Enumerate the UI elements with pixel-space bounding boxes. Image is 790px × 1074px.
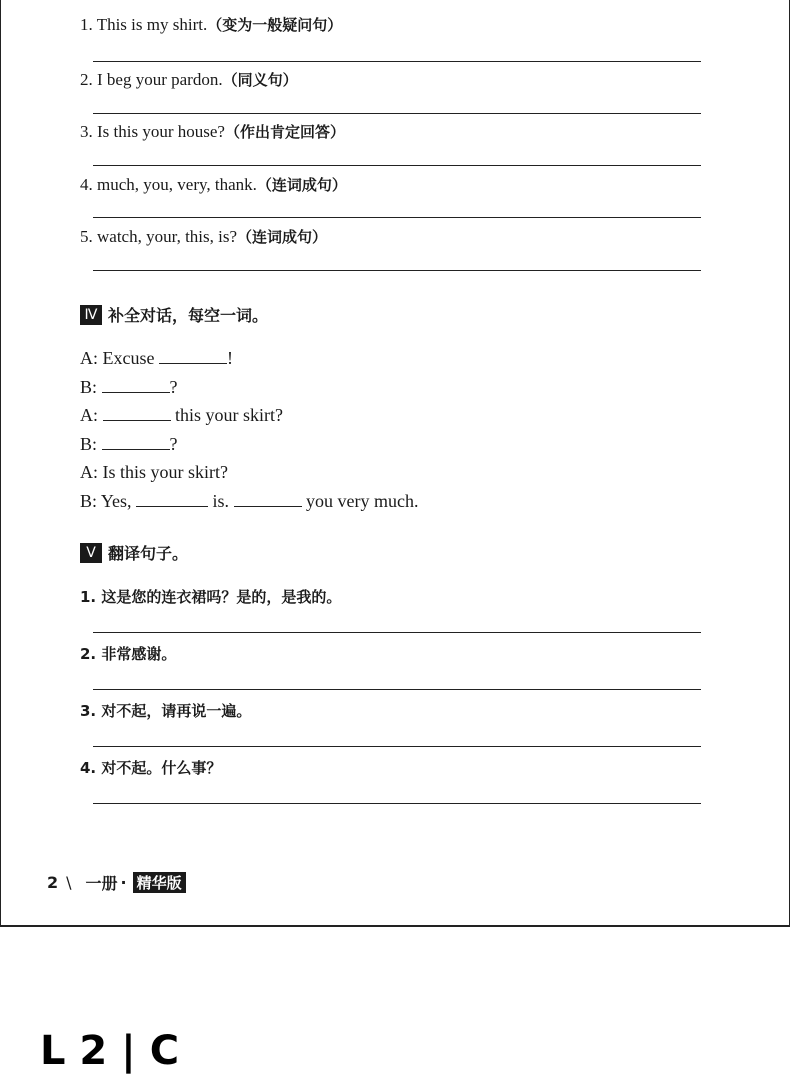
section-5-heading bbox=[80, 541, 188, 564]
next-page-title-fragment: L 2 | C bbox=[40, 1028, 180, 1074]
answer-line[interactable] bbox=[93, 803, 701, 804]
book-name: 一册 bbox=[85, 874, 118, 893]
section-number-badge: Ⅴ bbox=[80, 543, 102, 563]
edition-badge: 精华版 bbox=[133, 872, 186, 893]
answer-line[interactable] bbox=[93, 270, 701, 271]
translate-item-1: 1. 这是您的连衣裙吗？是的，是我的。 bbox=[80, 588, 342, 606]
answer-line[interactable] bbox=[93, 746, 701, 747]
answer-line[interactable] bbox=[93, 165, 701, 166]
fill-blank[interactable] bbox=[102, 378, 170, 393]
question-2: 2. I beg your pardon.（同义句） bbox=[80, 70, 298, 89]
dialog-line-4: B: ? bbox=[80, 434, 178, 454]
page-number: 2 bbox=[47, 873, 59, 892]
answer-line[interactable] bbox=[93, 632, 701, 633]
translate-item-3: 3. 对不起，请再说一遍。 bbox=[80, 702, 252, 720]
answer-line[interactable] bbox=[93, 61, 701, 62]
footer-separator: \ bbox=[66, 873, 72, 892]
question-4: 4. much, you, very, thank.（连词成句） bbox=[80, 175, 347, 194]
section-title: 补全对话，每空一词。 bbox=[108, 306, 269, 325]
fill-blank[interactable] bbox=[234, 492, 302, 507]
answer-line[interactable] bbox=[93, 217, 701, 218]
answer-line[interactable] bbox=[93, 113, 701, 114]
dialog-line-5: A: Is this your skirt? bbox=[80, 462, 228, 482]
section-number-badge: Ⅳ bbox=[80, 305, 102, 325]
question-5: 5. watch, your, this, is?（连词成句） bbox=[80, 227, 328, 246]
dialog-line-6: B: Yes, is. you very much. bbox=[80, 491, 419, 511]
fill-blank[interactable] bbox=[102, 435, 170, 450]
section-4-heading bbox=[80, 303, 268, 326]
translate-item-4: 4. 对不起。什么事？ bbox=[80, 759, 222, 777]
fill-blank[interactable] bbox=[159, 349, 227, 364]
footer-dot: · bbox=[120, 873, 127, 892]
dialog-line-2: B: ? bbox=[80, 377, 178, 397]
translate-item-2: 2. 非常感谢。 bbox=[80, 645, 177, 663]
question-1: 1. This is my shirt.（变为一般疑问句） bbox=[80, 15, 343, 34]
fill-blank[interactable] bbox=[136, 492, 208, 507]
section-title: 翻译句子。 bbox=[108, 544, 189, 563]
fill-blank[interactable] bbox=[103, 406, 171, 421]
question-3: 3. Is this your house?（作出肯定回答） bbox=[80, 122, 345, 141]
dialog-line-1: A: Excuse ! bbox=[80, 348, 233, 368]
dialog-line-3: A: this your skirt? bbox=[80, 405, 283, 425]
page-footer bbox=[47, 871, 186, 894]
answer-line[interactable] bbox=[93, 689, 701, 690]
